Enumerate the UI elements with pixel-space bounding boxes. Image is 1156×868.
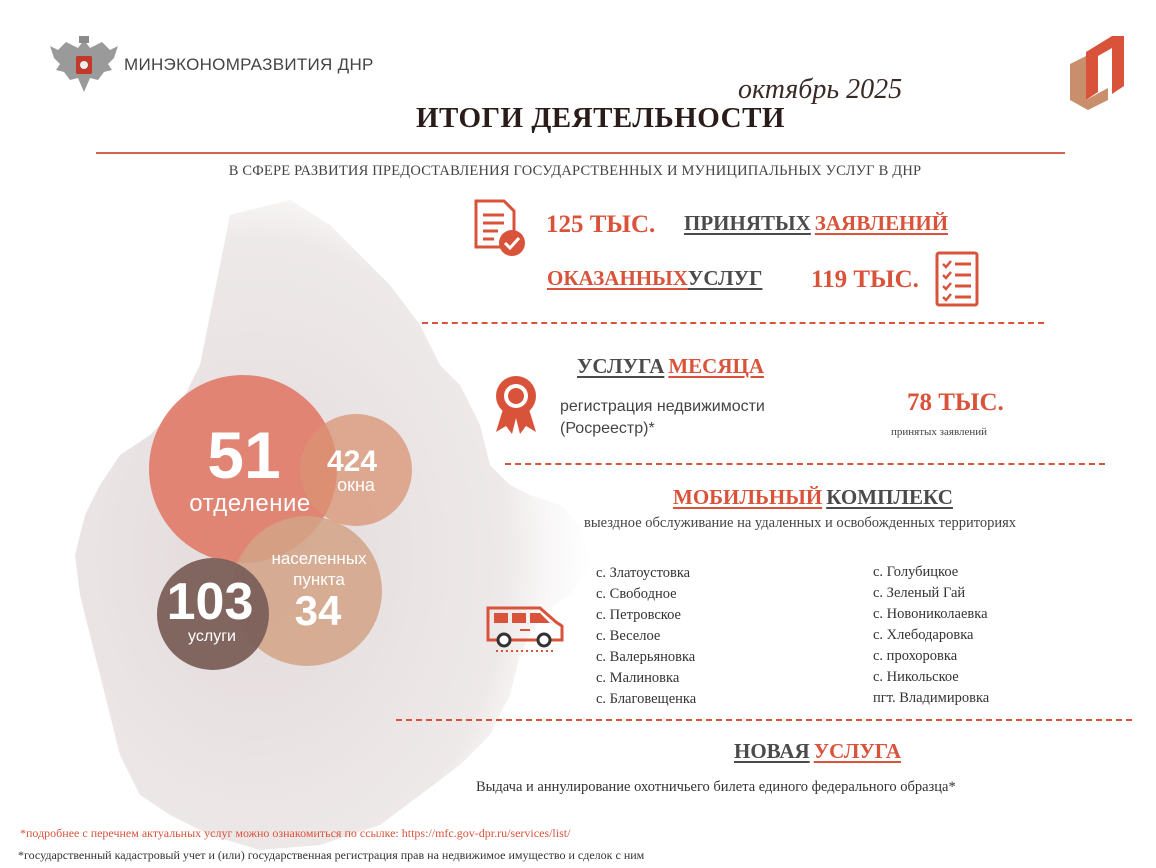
coat-of-arms-icon (48, 34, 120, 96)
divider-1 (422, 322, 1044, 324)
list-item: с. Хлебодаровка (873, 627, 974, 643)
new-service-description: Выдача и аннулирование охотничьего билета единого федерального образца* (476, 779, 956, 795)
divider-2 (505, 463, 1105, 465)
settlements-label-2: пункта (293, 570, 345, 589)
som-description-line1: регистрация недвижимости (560, 398, 765, 415)
divider-3 (396, 719, 1132, 721)
checklist-icon (934, 250, 980, 308)
applications-heading (684, 211, 948, 236)
mobile-word1: МОБИЛЬНЫЙ (673, 485, 823, 509)
list-item: с. Петровское (596, 607, 681, 623)
list-item: с. Никольское (873, 669, 959, 685)
villages-right-list (873, 562, 989, 709)
services-count-value: 103 (166, 573, 254, 631)
award-ribbon-icon (490, 372, 542, 436)
services-word1: ОКАЗАННЫХ (547, 266, 688, 290)
footnote-cadastral: *государственный кадастровый учет и (или) государственная регистрация прав на недвижимое имущество и сделок с ним (18, 848, 645, 862)
service-of-month-heading (577, 354, 764, 379)
mfc-logo-icon (1068, 34, 1128, 110)
mobile-complex-heading (673, 485, 953, 510)
new-service-heading (734, 739, 901, 764)
applications-word2: ЗАЯВЛЕНИЙ (814, 211, 949, 235)
applications-word1: ПРИНЯТЫХ (684, 211, 811, 235)
applications-value: 125 ТЫС. (546, 211, 656, 238)
list-item: с. Благовещенка (596, 691, 697, 707)
list-item: с. прохоровка (873, 648, 958, 664)
som-word1: УСЛУГА (577, 354, 665, 378)
list-item: с. Голубицкое (873, 564, 959, 580)
services-heading (547, 266, 762, 291)
service-of-month-caption: принятых заявлений (891, 426, 988, 438)
page-subtitle: В СФЕРЕ РАЗВИТИЯ ПРЕДОСТАВЛЕНИЯ ГОСУДАРСТВЕННЫХ И МУНИЦИПАЛЬНЫХ УСЛУГ В ДНР (228, 163, 922, 179)
list-item: с. Валерьяновка (596, 649, 696, 665)
services-value: 119 ТЫС. (811, 266, 919, 293)
mobile-word2: КОМПЛЕКС (826, 485, 953, 509)
mobile-van-icon (484, 598, 566, 654)
settlements-label-1: населенных (271, 549, 367, 568)
departments-value: 51 (207, 418, 281, 492)
list-item: с. Веселое (596, 628, 661, 644)
som-word2: МЕСЯЦА (668, 354, 765, 378)
settlements-value: 34 (294, 587, 342, 634)
new-service-word2: УСЛУГА (813, 739, 902, 763)
ministry-name: МИНЭКОНОМРАЗВИТИЯ ДНР (124, 55, 374, 74)
document-check-icon (470, 197, 528, 259)
departments-label: отделение (189, 490, 311, 517)
page-title: ИТОГИ ДЕЯТЕЛЬНОСТИ (416, 102, 785, 134)
som-description-line2: (Росреестр)* (560, 420, 655, 437)
new-service-word1: НОВАЯ (734, 739, 810, 763)
report-month: октябрь 2025 (738, 74, 903, 105)
windows-label: окна (337, 475, 375, 495)
list-item: с. Зеленый Гай (873, 585, 966, 601)
mobile-complex-subtitle: выездное обслуживание на удаленных и освобожденных территориях (584, 515, 1017, 531)
windows-value: 424 (326, 445, 378, 478)
list-item: пгт. Владимировка (873, 690, 990, 706)
list-item: с. Златоустовка (596, 565, 691, 581)
list-item: с. Новониколаевка (873, 606, 988, 622)
footnote-link: *подробнее с перечнем актуальных услуг можно ознакомиться по ссылке: https://mfc.gov-dpr.ru/services/list/ (20, 826, 571, 840)
list-item: с. Свободное (596, 586, 677, 602)
services-count-label: услуги (188, 628, 236, 645)
service-of-month-description (560, 396, 810, 440)
title-divider (96, 152, 1065, 154)
services-word2: УСЛУГ (687, 266, 763, 290)
list-item: с. Малиновка (596, 670, 680, 686)
service-of-month-value: 78 ТЫС. (907, 389, 1004, 416)
villages-left-list (596, 563, 696, 710)
